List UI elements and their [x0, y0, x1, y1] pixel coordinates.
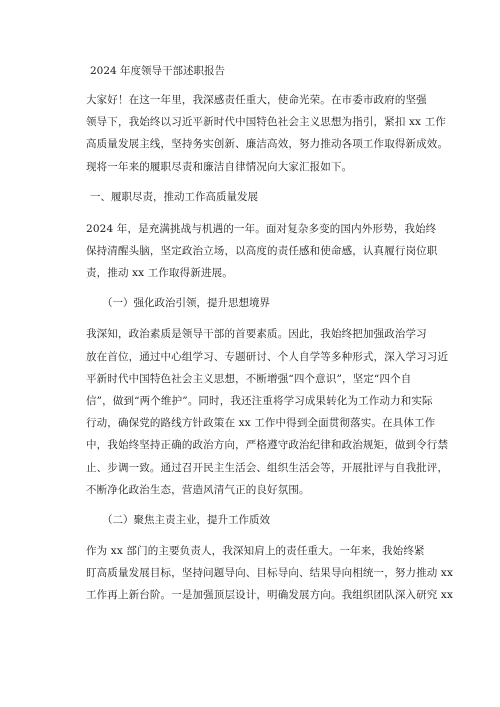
text-line: 作为 xx 部门的主要负责人，我深知肩上的责任重大。一年来，我始终紧	[86, 545, 425, 558]
text-line: 信”，做到“两个维护”。同时，我还注重将学习成果转化为工作动力和实际	[86, 395, 433, 408]
text-line: 我深知，政治素质是领导干部的首要素质。因此，我始终把加强政治学习	[86, 328, 427, 341]
section-1-paragraph	[86, 218, 440, 285]
text-line: 止、步调一致。通过召开民主生活会、组织生活会等，开展批评与自我批评，	[86, 461, 449, 474]
section-heading-1: 一、履职尽责，推动工作高质量发展	[90, 190, 258, 203]
text-line: 平新时代中国特色社会主义思想，不断增强“四个意识”，坚定“四个自	[86, 372, 412, 385]
text-line: 高质量发展主线，坚持务实创新、廉洁高效，努力推动各项工作取得新成效。	[86, 138, 449, 151]
text-line: 盯高质量发展目标，坚持问题导向、目标导向、结果导向相统一，努力推动 xx	[86, 567, 454, 580]
text-line: 大家好！在这一年里，我深感责任重大，使命光荣。在市委市政府的坚强	[86, 94, 427, 106]
text-line: 中，我始终坚持正确的政治方向，严格遵守政治纪律和政治规矩，做到令行禁	[86, 439, 449, 452]
subsection-2-paragraph	[86, 540, 454, 607]
subsection-heading-1: （一）强化政治引领，提升思想境界	[102, 297, 270, 310]
text-line: 行动，确保党的路线方针政策在 xx 工作中得到全面贯彻落实。在具体工作	[86, 417, 436, 430]
text-line: 责，推动 xx 工作取得新进展。	[86, 267, 233, 280]
text-line: 工作再上新台阶。一是加强顶层设计，明确发展方向。我组织团队深入研究 xx	[86, 589, 454, 602]
text-line: 现将一年来的履职尽责和廉洁自律情况向大家汇报如下。	[86, 160, 353, 173]
intro-paragraph	[86, 89, 449, 178]
document-title: 2024 年度领导干部述职报告	[90, 65, 226, 77]
subsection-heading-2: （二）聚焦主责主业，提升工作质效	[102, 514, 270, 527]
text-line: 保持清醒头脑，坚定政治立场，以高度的责任感和使命感，认真履行岗位职	[86, 245, 438, 258]
subsection-1-paragraph	[86, 323, 449, 501]
text-line: 放在首位，通过中心组学习、专题研讨、个人自学等多种形式，深入学习习近	[86, 350, 449, 363]
text-line: 领导下，我始终以习近平新时代中国特色社会主义思想为指引，紧扣 xx 工作	[86, 116, 446, 129]
text-line: 2024 年，是充满挑战与机遇的一年。面对复杂多变的国内外形势，我始终	[86, 222, 437, 235]
document-body	[86, 64, 454, 619]
text-line: 不断净化政治生态，营造风清气正的良好氛围。	[86, 483, 310, 496]
